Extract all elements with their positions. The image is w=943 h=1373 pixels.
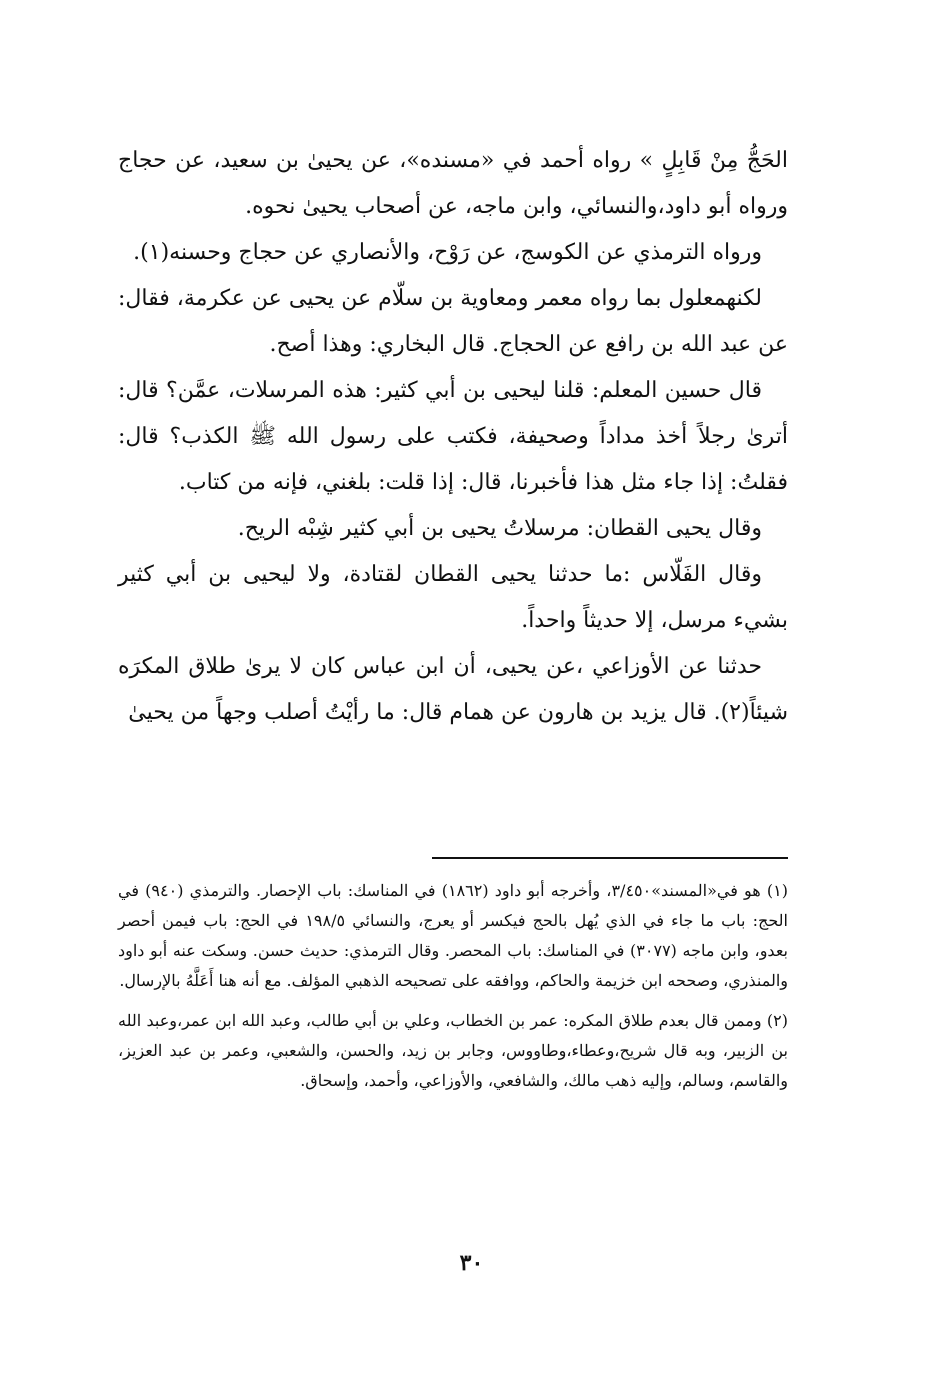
paragraph-awzai: حدثنا عن الأوزاعي ،عن يحيى، أن ابن عباس كان لا يرىٰ طلاق المكرَه شيئاً(٢). قال يزيد بن هارون عن همام قال: ما رأيْتُ أصلب وجهاً من يحيىٰ xyxy=(118,654,788,725)
paragraph-defect-explanation: لكنهمعلول بما رواه معمر ومعاوية بن سلّام عن يحيى عن عكرمة، فقال: عن عبد الله بن رافع عن الحجاج. قال البخاري: وهذا أصح. xyxy=(118,286,788,357)
paragraph-fallas: وقال الفَلّاس :ما حدثنا يحيى القطان لقتادة، ولا ليحيى بن أبي كثير بشيء مرسل، إلا حديثاً واحداً. xyxy=(118,562,788,633)
page-number: ٣٠ xyxy=(459,1250,484,1276)
footnotes xyxy=(118,876,788,1106)
paragraph-husayn-muallim: قال حسين المعلم: قلنا ليحيى بن أبي كثير: هذه المرسلات، عمَّن؟ قال: أترىٰ رجلاً أخذ مداداً وصحيفة، فكتب على رسول الله ﷺ الكذب؟ قال: فقلتُ: إذا جاء مثل هذا فأخبرنا، قال: إذا قلت: بلغني، فإنه من كتاب. xyxy=(118,378,788,495)
footnote-2: (٢) وممن قال بعدم طلاق المكره: عمر بن الخطاب، وعلي بن أبي طالب، وعبد الله ابن عمر،وعبد الله بن الزبير، وبه قال شريح،وعطاء،وطاووس، وجابر بن زيد، والحسن، والشعبي، وعمر بن عبد العزيز، والقاسم، وسالم، وإليه ذهب مالك، والشافعي، والأوزاعي، وأحمد، وإسحاق. xyxy=(118,1011,789,1090)
footnote-1: (١) هو في«المسند»٣/٤٥٠، وأخرجه أبو داود (١٨٦٢) في المناسك: باب الإحصار. والترمذي (٩٤٠) في الحج: باب ما جاء في الذي يُهل بالحج فيكسر أو يعرج، والنسائي ١٩٨/٥ في الحج: باب فيمن أحصر بعدو، وابن ماجه (٣٠٧٧) في المناسك: باب المحصر. وقال الترمذي: حديث حسن. وسكت عنه أبو داود والمنذري، وصححه ابن خزيمة والحاكم، ووافقه على تصحيحه الذهبي المؤلف. مع أنه هنا أَعَلَّهُ بالإرسال. xyxy=(118,881,789,990)
main-text xyxy=(118,138,788,736)
footnote-divider xyxy=(432,857,788,859)
paragraph-hajj-narration: الحَجُّ مِنْ قَابِلٍ » رواه أحمد في «مسنده»، عن يحيىٰ بن سعيد، عن حجاج ورواه أبو داود،والنسائي، وابن ماجه، عن أصحاب يحيىٰ نحوه. xyxy=(118,148,788,219)
paragraph-tirmidhi-narration: ورواه الترمذي عن الكوسج، عن رَوْح، والأنصاري عن حجاج وحسنه(١). xyxy=(133,240,762,265)
paragraph-yahya-qattan: وقال يحيى القطان: مرسلاتُ يحيى بن أبي كثير شِبْه الريح. xyxy=(237,516,762,541)
